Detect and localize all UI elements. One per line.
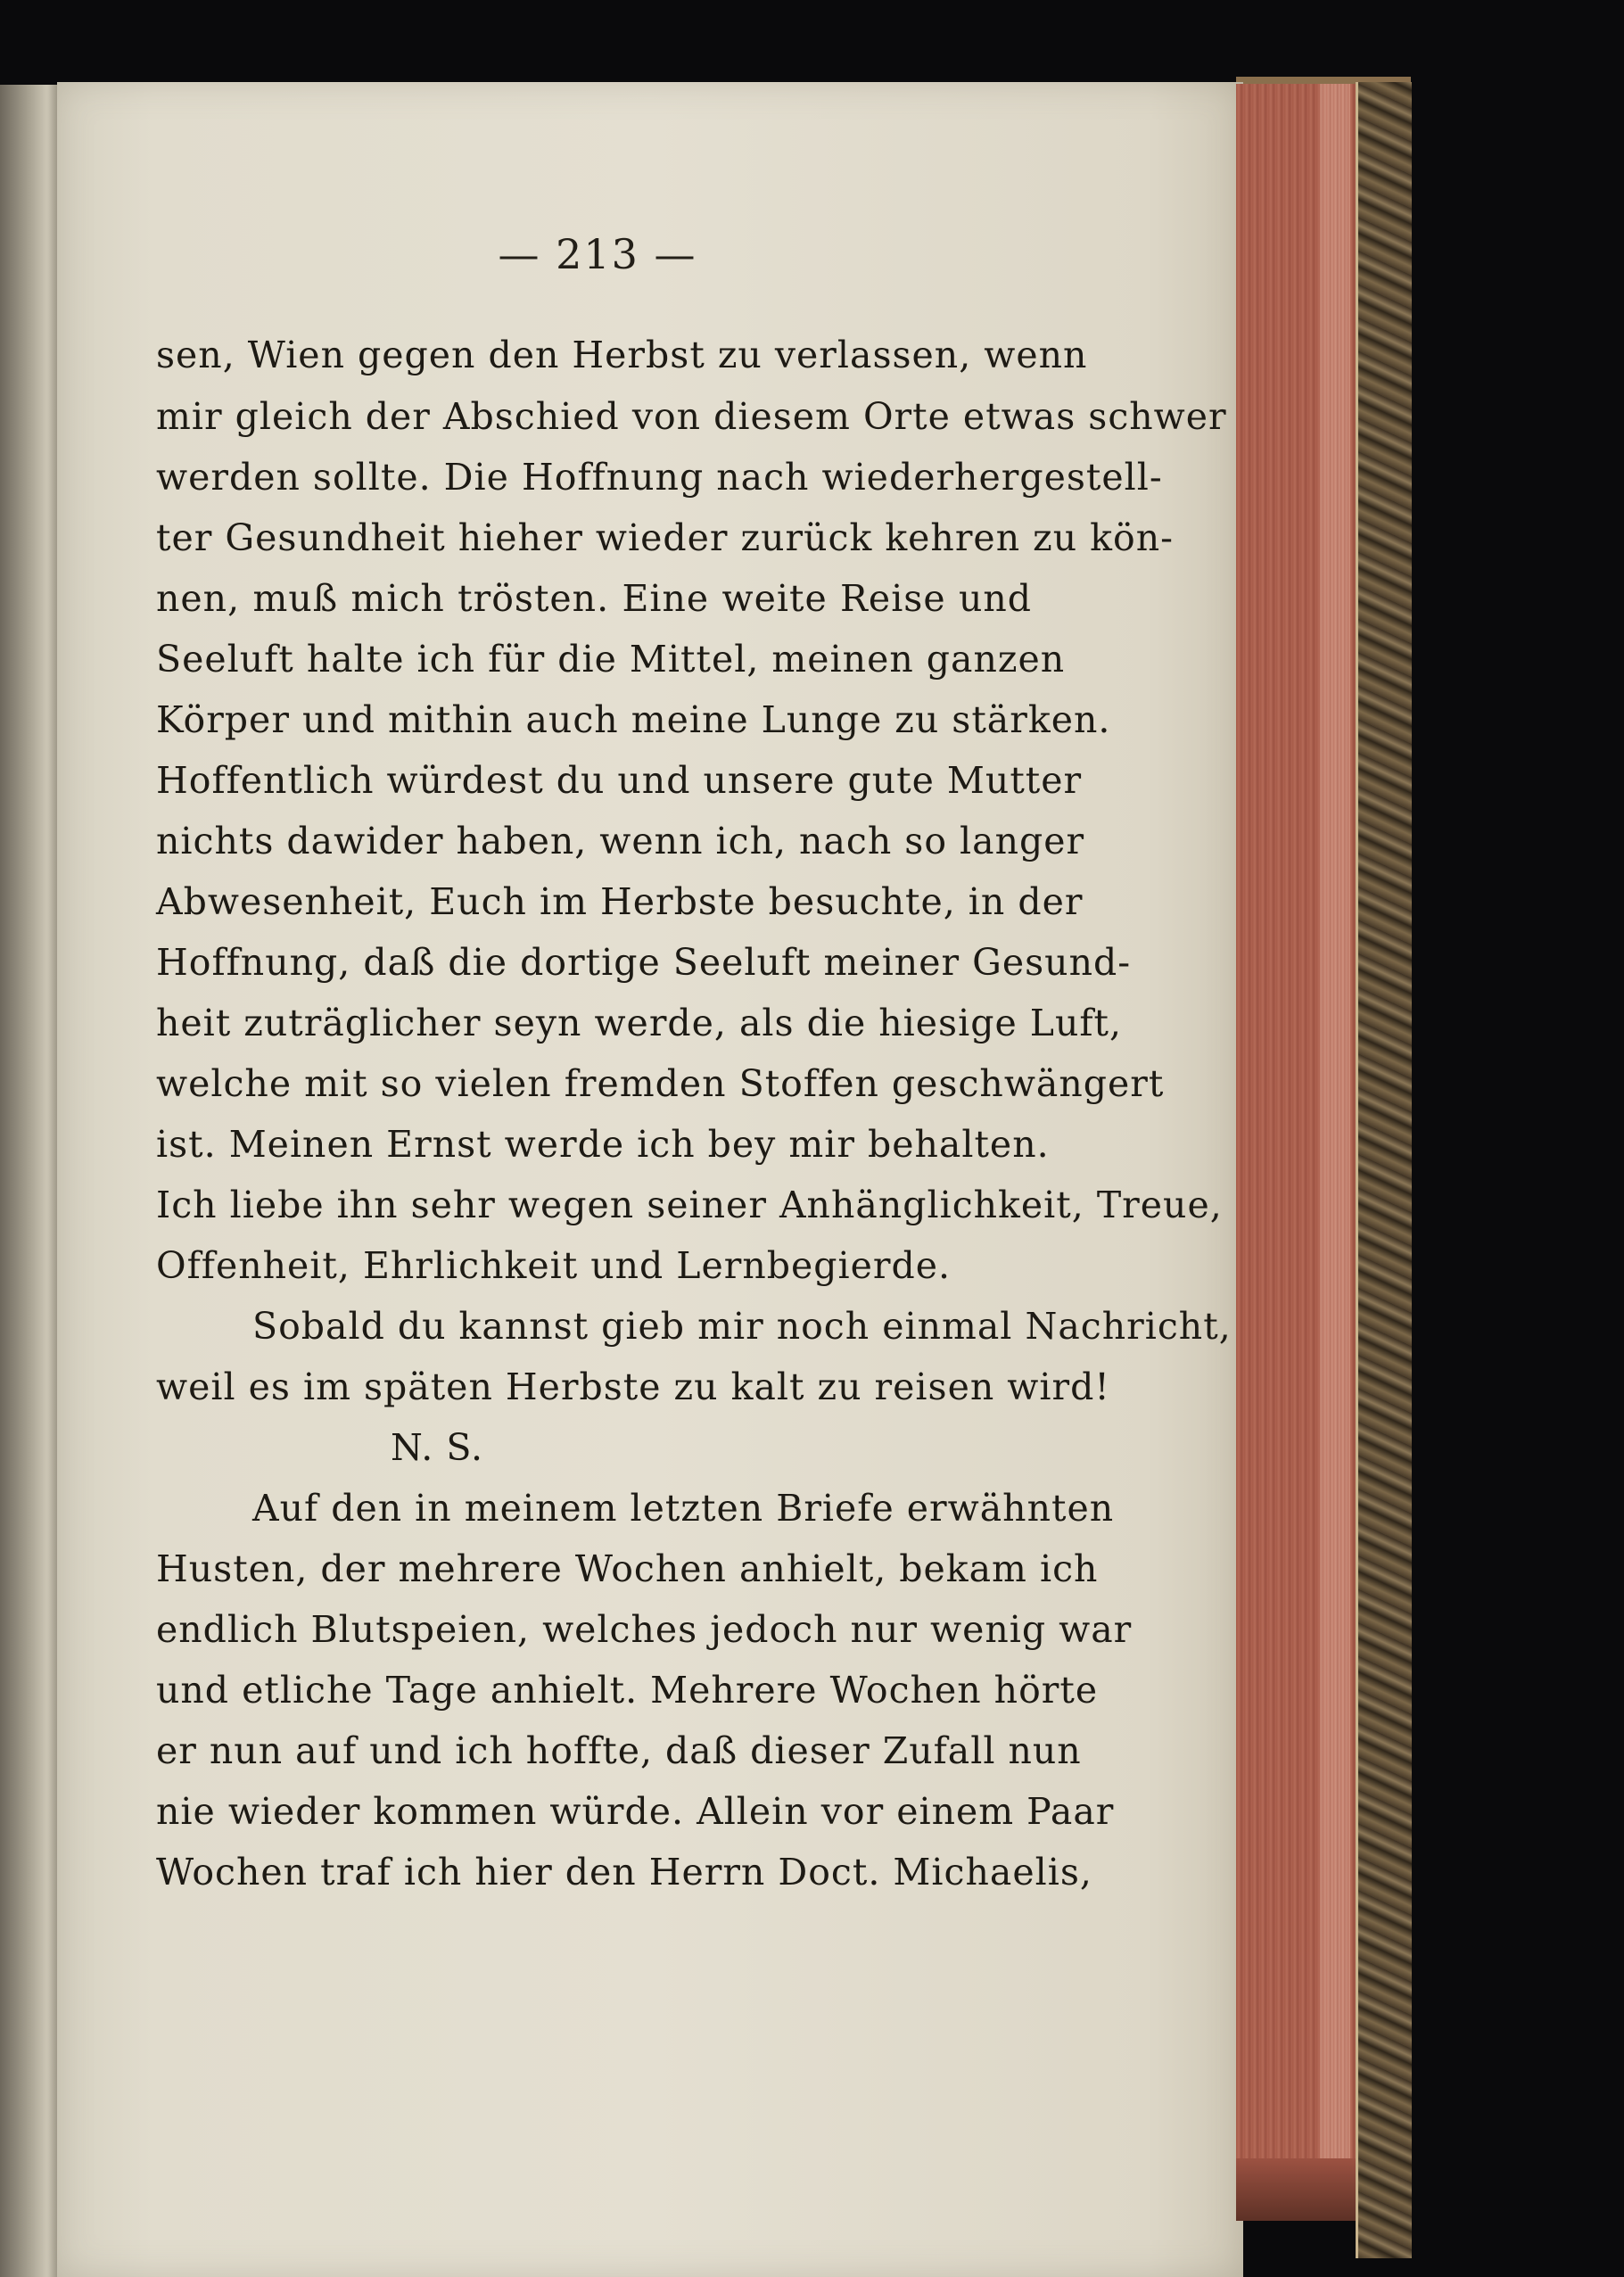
text-line: ist. Meinen Ernst werde ich bey mir behalten.: [156, 1123, 1050, 1166]
text-line: weil es im späten Herbste zu kalt zu reisen wird!: [156, 1365, 1110, 1408]
text-line: endlich Blutspeien, welches jedoch nur wenig war: [156, 1608, 1133, 1651]
text-line: welche mit so vielen fremden Stoffen geschwängert: [156, 1062, 1165, 1105]
text-line: sen, Wien gegen den Herbst zu verlassen, wenn: [156, 334, 1088, 376]
text-line: werden sollte. Die Hoffnung nach wiederhergestell-: [156, 456, 1163, 499]
text-line: mir gleich der Abschied von diesem Orte etwas schwer: [156, 395, 1227, 438]
page-number: — 213 —: [498, 230, 697, 278]
text-line: nie wieder kommen würde. Allein vor einem Paar: [156, 1790, 1115, 1833]
text-line: heit zuträglicher seyn werde, als die hiesige Luft,: [156, 1002, 1123, 1044]
postscript-marker: N. S.: [391, 1426, 483, 1469]
text-line: Körper und mithin auch meine Lunge zu stärken.: [156, 698, 1111, 741]
text-line: nichts dawider haben, wenn ich, nach so langer: [156, 820, 1085, 862]
text-line: Seeluft halte ich für die Mittel, meinen ganzen: [156, 638, 1066, 681]
text-line: er nun auf und ich hoffte, daß dieser Zufall nun: [156, 1729, 1082, 1772]
text-line: Wochen traf ich hier den Herrn Doct. Michaelis,: [156, 1851, 1092, 1893]
text-line: Ich liebe ihn sehr wegen seiner Anhänglichkeit, Treue,: [156, 1184, 1223, 1226]
text-line: Abwesenheit, Euch im Herbste besuchte, in der: [156, 880, 1084, 923]
text-line: Hoffentlich würdest du und unsere gute Mutter: [156, 759, 1083, 802]
text-line: Auf den in meinem letzten Briefe erwähnten: [252, 1487, 1115, 1530]
marbled-cover: [1356, 82, 1412, 2258]
text-line: Sobald du kannst gieb mir noch einmal Nachricht,: [252, 1305, 1232, 1348]
page-block-highlight: [1320, 84, 1350, 2171]
text-line: und etliche Tage anhielt. Mehrere Wochen hörte: [156, 1669, 1099, 1712]
text-line: nen, muß mich trösten. Eine weite Reise und: [156, 577, 1032, 620]
text-line: ter Gesundheit hieher wieder zurück kehren zu kön-: [156, 516, 1174, 559]
text-line: Hoffnung, daß die dortige Seeluft meiner Gesund-: [156, 941, 1132, 984]
text-line: Husten, der mehrere Wochen anhielt, bekam ich: [156, 1547, 1099, 1590]
text-line: Offenheit, Ehrlichkeit und Lernbegierde.: [156, 1244, 952, 1287]
